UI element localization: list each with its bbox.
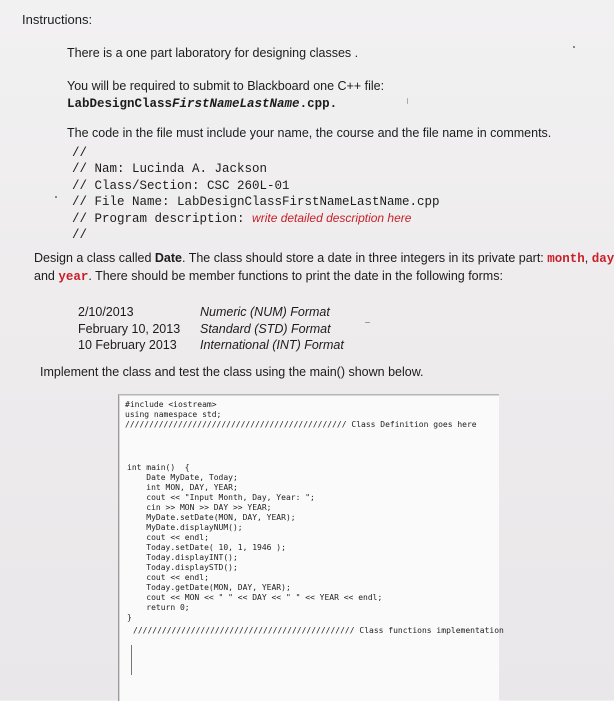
description-placeholder: write detailed description here <box>252 211 412 226</box>
format-example: February 10, 2013 <box>78 321 181 336</box>
code-line: MyDate.displayNUM(); <box>127 523 243 532</box>
comment-line: // Class/Section: CSC 260L-01 <box>72 178 290 193</box>
code-line: cout << "Input Month, Day, Year: "; <box>127 493 315 502</box>
class-definition-comment: ////////////////////////////////////////////// Class Definition goes here <box>125 420 477 429</box>
filename-prefix: LabDesignClass <box>67 97 173 111</box>
code-line: Today.displayINT(); <box>127 553 238 562</box>
speck-mark <box>407 98 408 104</box>
code-line: int MON, DAY, YEAR; <box>127 483 238 492</box>
page-header: Instructions: <box>22 12 93 27</box>
filename-italic: FirstNameLastName <box>172 97 300 111</box>
comment-line: // Nam: Lucinda A. Jackson <box>72 162 268 177</box>
code-line: int main() { <box>127 463 190 472</box>
comment-line: // <box>72 228 88 243</box>
design-line-2: and year. There should be member functions to print the date in the following forms: <box>34 269 503 284</box>
main-function <box>127 463 382 623</box>
speck-mark <box>365 322 370 323</box>
speck-mark <box>55 196 57 198</box>
submit-instruction: You will be required to submit to Blackboard one C++ file: <box>67 79 385 93</box>
speck-mark <box>573 46 575 48</box>
format-example: 2/10/2013 <box>78 305 134 319</box>
comment-line: // Program description: write detailed description here <box>72 211 412 227</box>
format-label: Numeric (NUM) Format <box>200 305 330 319</box>
format-label: International (INT) Format <box>200 338 344 352</box>
code-line: return 0; <box>127 603 190 612</box>
comment-block <box>72 145 440 244</box>
code-line: } <box>127 613 132 622</box>
day-keyword: day <box>591 252 614 266</box>
code-line: Today.getDate(MON, DAY, YEAR); <box>127 583 291 592</box>
code-line: #include <iostream> <box>125 400 217 409</box>
format-label: Standard (STD) Format <box>200 321 331 336</box>
format-labels <box>200 304 344 354</box>
filename-ext: .cpp. <box>299 97 338 111</box>
class-name: Date <box>154 251 182 265</box>
code-screenshot <box>118 394 504 701</box>
code-line: cin >> MON >> DAY >> YEAR; <box>127 503 272 512</box>
year-keyword: year <box>58 270 89 284</box>
comment-line: // <box>72 146 88 160</box>
cursor-line <box>131 645 132 675</box>
month-keyword: month <box>547 252 585 266</box>
code-line: MyDate.setDate(MON, DAY, YEAR); <box>127 513 296 522</box>
code-line: Today.setDate( 10, 1, 1946 ); <box>127 543 286 552</box>
code-line: cout << MON << " " << DAY << " " << YEAR << endl; <box>127 593 383 602</box>
comment-line: // File Name: LabDesignClassFirstNameLastName.cpp <box>72 194 440 209</box>
code-line: Date MyDate, Today; <box>127 473 238 482</box>
format-examples <box>78 304 180 354</box>
implement-instruction: Implement the class and test the class using the main() shown below. <box>40 365 424 379</box>
code-line: cout << endl; <box>127 533 209 542</box>
implementation-comment: ////////////////////////////////////////////// Class functions implementation <box>133 626 504 635</box>
submit-filename <box>67 96 337 111</box>
code-line: cout << endl; <box>127 573 209 582</box>
code-line: Today.displaySTD(); <box>127 563 238 572</box>
code-header <box>125 400 221 420</box>
intro-text: There is a one part laboratory for designing classes . <box>67 46 359 60</box>
format-example: 10 February 2013 <box>78 338 177 352</box>
comments-instruction: The code in the file must include your name, the course and the file name in comments. <box>67 126 552 140</box>
code-line: using namespace std; <box>125 410 222 419</box>
design-line-1: Design a class called Date. The class should store a date in three integers in its private part: month, day <box>34 251 614 266</box>
